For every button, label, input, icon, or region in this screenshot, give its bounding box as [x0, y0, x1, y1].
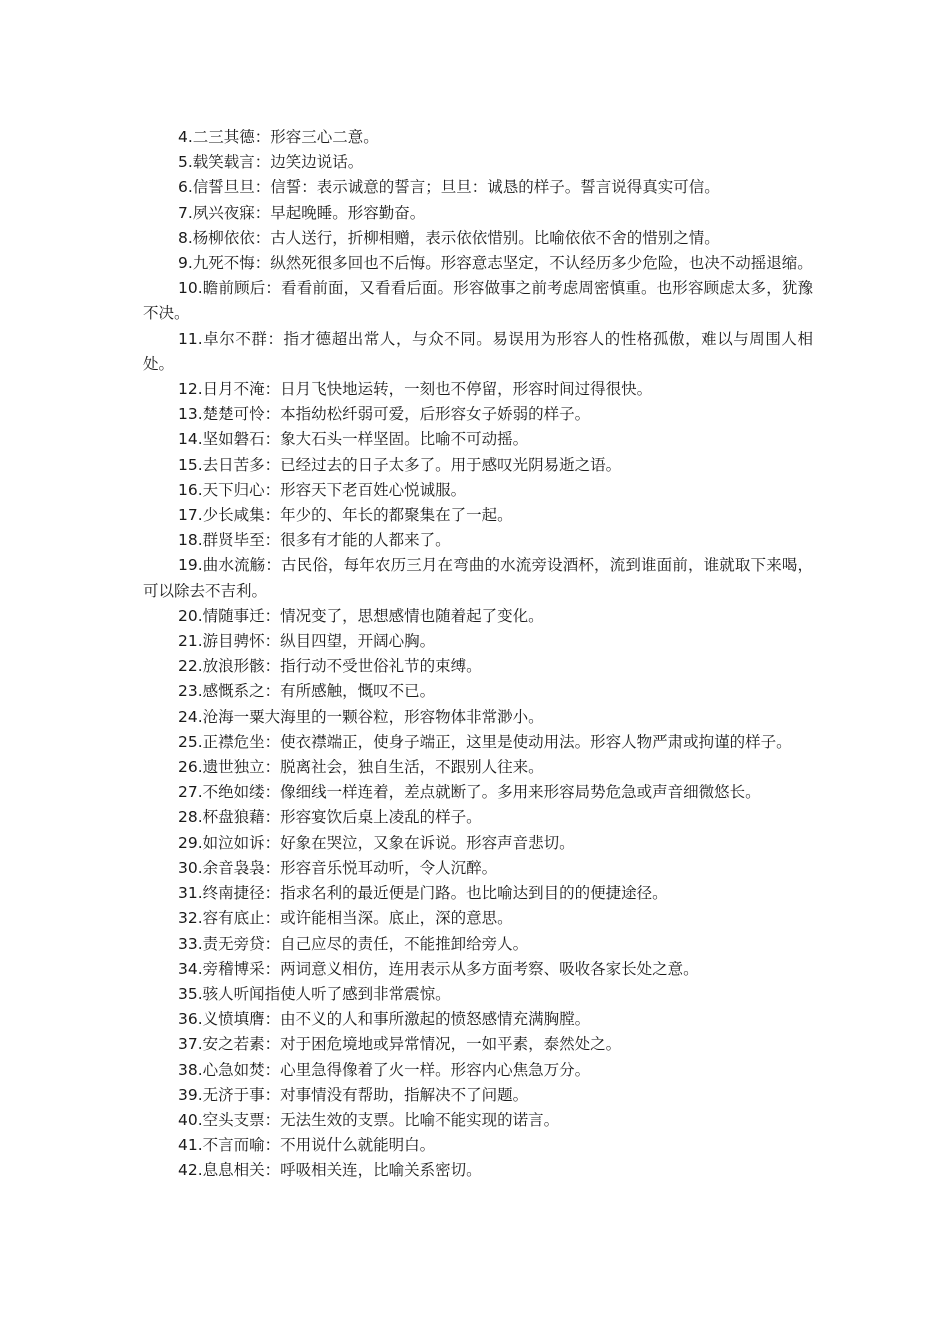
idiom-entry: 41.不言而喻：不用说什么就能明白。: [178, 1136, 436, 1155]
idiom-entry: 10.瞻前顾后：看看前面，又看看后面。形容做事之前考虑周密慎重。也形容顾虑太多，犹豫不决。: [143, 279, 813, 323]
idiom-entry: 31.终南捷径：指求名利的最近便是门路。也比喻达到目的的便捷途径。: [178, 884, 668, 903]
idiom-entry: 27.不绝如缕：像细线一样连着，差点就断了。多用来形容局势危急或声音细微悠长。: [178, 783, 761, 802]
idiom-entry: 32.容有底止：或许能相当深。底止，深的意思。: [178, 909, 513, 928]
idiom-entry: 26.遗世独立：脱离社会，独自生活，不跟别人往来。: [178, 758, 544, 777]
idiom-entry: 18.群贤毕至：很多有才能的人都来了。: [178, 531, 451, 550]
idiom-entry: 7.夙兴夜寐：早起晚睡。形容勤奋。: [178, 203, 426, 222]
idiom-entry: 37.安之若素：对于困危境地或异常情况，一如平素，泰然处之。: [178, 1035, 622, 1054]
idiom-entry: 19.曲水流觞：古民俗，每年农历三月在弯曲的水流旁设酒杯，流到谁面前，谁就取下来喝，可以除去不吉利。: [143, 556, 813, 600]
idiom-entry: 36.义愤填膺：由不义的人和事所激起的愤怒感情充满胸膛。: [178, 1010, 591, 1029]
idiom-entry: 22.放浪形骸：指行动不受世俗礼节的束缚。: [178, 657, 482, 676]
idiom-entry: 5.载笑载言：边笑边说话。: [178, 153, 364, 172]
idiom-entry: 40.空头支票：无法生效的支票。比喻不能实现的诺言。: [178, 1110, 560, 1129]
idiom-entry: 16.天下归心：形容天下老百姓心悦诚服。: [178, 480, 467, 499]
idiom-entry: 11.卓尔不群：指才德超出常人，与众不同。易误用为形容人的性格孤傲，难以与周围人相处。: [143, 329, 813, 373]
idiom-entry: 6.信誓旦旦：信誓：表示诚意的誓言；旦旦：诚恳的样子。誓言说得真实可信。: [178, 178, 720, 197]
idiom-entry: 25.正襟危坐：使衣襟端正，使身子端正，这里是使动用法。形容人物严肃或拘谨的样子。: [178, 732, 792, 751]
document-body: [143, 125, 813, 1184]
idiom-entry: 23.感慨系之：有所感触，慨叹不已。: [178, 682, 436, 701]
idiom-entry: 21.游目骋怀：纵目四望，开阔心胸。: [178, 632, 436, 651]
idiom-entry: 20.情随事迁：情况变了，思想感情也随着起了变化。: [178, 606, 544, 625]
idiom-entry: 28.杯盘狼藉：形容宴饮后桌上凌乱的样子。: [178, 808, 482, 827]
idiom-entry: 34.旁稽博采：两词意义相仿，连用表示从多方面考察、吸收各家长处之意。: [178, 959, 699, 978]
idiom-entry: 33.责无旁贷：自己应尽的责任，不能推卸给旁人。: [178, 934, 529, 953]
idiom-entry: 29.如泣如诉：好象在哭泣，又象在诉说。形容声音悲切。: [178, 833, 575, 852]
idiom-entry: 15.去日苦多：已经过去的日子太多了。用于感叹光阴易逝之语。: [178, 455, 622, 474]
idiom-entry: 13.楚楚可怜：本指幼松纤弱可爱，后形容女子娇弱的样子。: [178, 405, 591, 424]
idiom-entry: 14.坚如磐石：象大石头一样坚固。比喻不可动摇。: [178, 430, 529, 449]
idiom-entry: 42.息息相关：呼吸相关连，比喻关系密切。: [178, 1161, 482, 1180]
idiom-entry: 38.心急如焚：心里急得像着了火一样。形容内心焦急万分。: [178, 1060, 591, 1079]
idiom-entry: 17.少长咸集：年少的、年长的都聚集在了一起。: [178, 506, 513, 525]
idiom-entry: 8.杨柳依依：古人送行，折柳相赠，表示依依惜别。比喻依依不舍的惜别之情。: [178, 228, 720, 247]
idiom-entry: 9.九死不悔：纵然死很多回也不后悔。形容意志坚定，不认经历多少危险，也决不动摇退缩。: [178, 254, 813, 273]
idiom-entry: 39.无济于事：对事情没有帮助，指解决不了问题。: [178, 1085, 529, 1104]
idiom-entry: 35.骇人听闻指使人听了感到非常震惊。: [178, 984, 451, 1003]
idiom-entry: 4.二三其德：形容三心二意。: [178, 128, 379, 146]
idiom-entry: 24.沧海一粟大海里的一颗谷粒，形容物体非常渺小。: [178, 707, 544, 726]
idiom-entry: 12.日月不淹：日月飞快地运转，一刻也不停留，形容时间过得很快。: [178, 380, 653, 399]
idiom-entry: 30.余音袅袅：形容音乐悦耳动听，令人沉醉。: [178, 858, 498, 877]
